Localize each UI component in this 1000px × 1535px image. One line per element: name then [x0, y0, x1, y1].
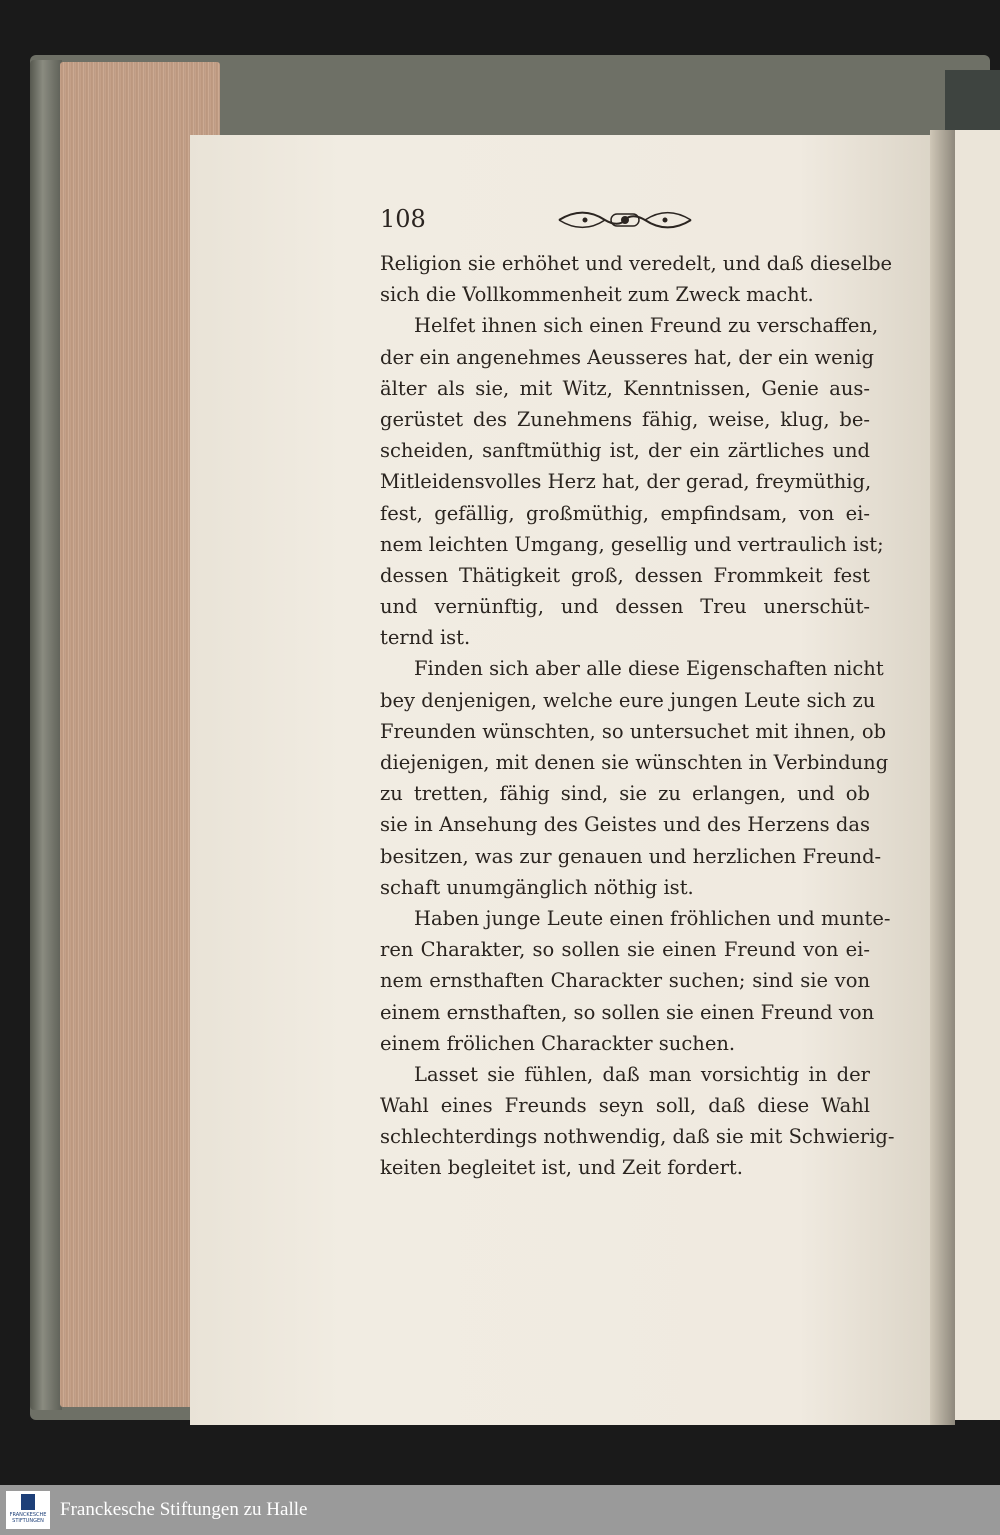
text-line: gerüstet des Zunehmens fähig, weise, klug, be-	[380, 407, 870, 431]
text-line: Finden sich aber alle diese Eigenschaften nicht	[414, 657, 884, 681]
building-icon	[21, 1494, 35, 1510]
institution-logo[interactable]	[6, 1491, 50, 1529]
page-header	[380, 205, 870, 235]
text-line: sie in Ansehung des Geistes und des Herzens das	[380, 813, 870, 837]
text-line: fest, gefällig, großmüthig, empfindsam, von ei-	[380, 501, 870, 525]
text-line: Lasset sie fühlen, daß man vorsichtig in der	[414, 1062, 870, 1086]
text-line: sich die Vollkommenheit zum Zweck macht.	[380, 283, 814, 307]
text-line: Haben junge Leute einen fröhlichen und munte-	[414, 906, 891, 930]
text-line: nem ernsthaften Charackter suchen; sind sie von	[380, 969, 870, 993]
body-text	[380, 248, 895, 1184]
text-line: einem ernsthaften, so sollen sie einen Freund von	[380, 1000, 875, 1024]
text-line: nem leichten Umgang, gesellig und vertraulich ist;	[380, 532, 884, 556]
text-line: ternd ist.	[380, 626, 471, 650]
logo-text: FRANCKESCHE STIFTUNGEN	[9, 1512, 47, 1524]
text-line: einem frölichen Charackter suchen.	[380, 1031, 736, 1055]
text-line: bey denjenigen, welche eure jungen Leute sich zu	[380, 688, 876, 712]
text-line: der ein angenehmes Aeusseres hat, der ein wenig	[380, 345, 874, 369]
text-line: Freunden wünschten, so untersuchet mit ihnen, ob	[380, 719, 887, 743]
page-gutter	[930, 130, 955, 1425]
text-line: und vernünftig, und dessen Treu unerschüt-	[380, 595, 870, 619]
text-line: keiten begleitet ist, und Zeit fordert.	[380, 1156, 743, 1180]
text-line: Mitleidensvolles Herz hat, der gerad, freymüthig,	[380, 470, 872, 494]
text-line: diejenigen, mit denen sie wünschten in Verbindung	[380, 751, 889, 774]
footer-bar	[0, 1485, 1000, 1535]
text-line: älter als sie, mit Witz, Kenntnissen, Genie aus-	[380, 376, 870, 400]
text-line: schlechterdings nothwendig, daß sie mit Schwierig-	[380, 1125, 895, 1149]
page-number: 108	[380, 205, 426, 233]
facing-page	[955, 130, 1000, 1420]
text-line: schaft unumgänglich nöthig ist.	[380, 875, 694, 899]
text-line: zu tretten, fähig sind, sie zu erlangen, und ob	[380, 782, 870, 806]
text-line: Helfet ihnen sich einen Freund zu verschaffen,	[414, 314, 879, 338]
text-line: scheiden, sanftmüthig ist, der ein zärtliches und	[380, 439, 870, 463]
ornament-vignette-icon	[555, 207, 695, 233]
text-line: besitzen, was zur genauen und herzlichen Freund-	[380, 844, 882, 868]
book-spine	[30, 60, 62, 1410]
text-line: dessen Thätigkeit groß, dessen Frommkeit fest	[380, 563, 870, 587]
text-line: ren Charakter, so sollen sie einen Freund von ei-	[380, 938, 870, 962]
footer-title: Franckesche Stiftungen zu Halle	[60, 1499, 308, 1520]
text-line: Wahl eines Freunds seyn soll, daß diese Wahl	[380, 1094, 870, 1118]
text-line: Religion sie erhöhet und veredelt, und daß dieselbe	[380, 252, 893, 275]
